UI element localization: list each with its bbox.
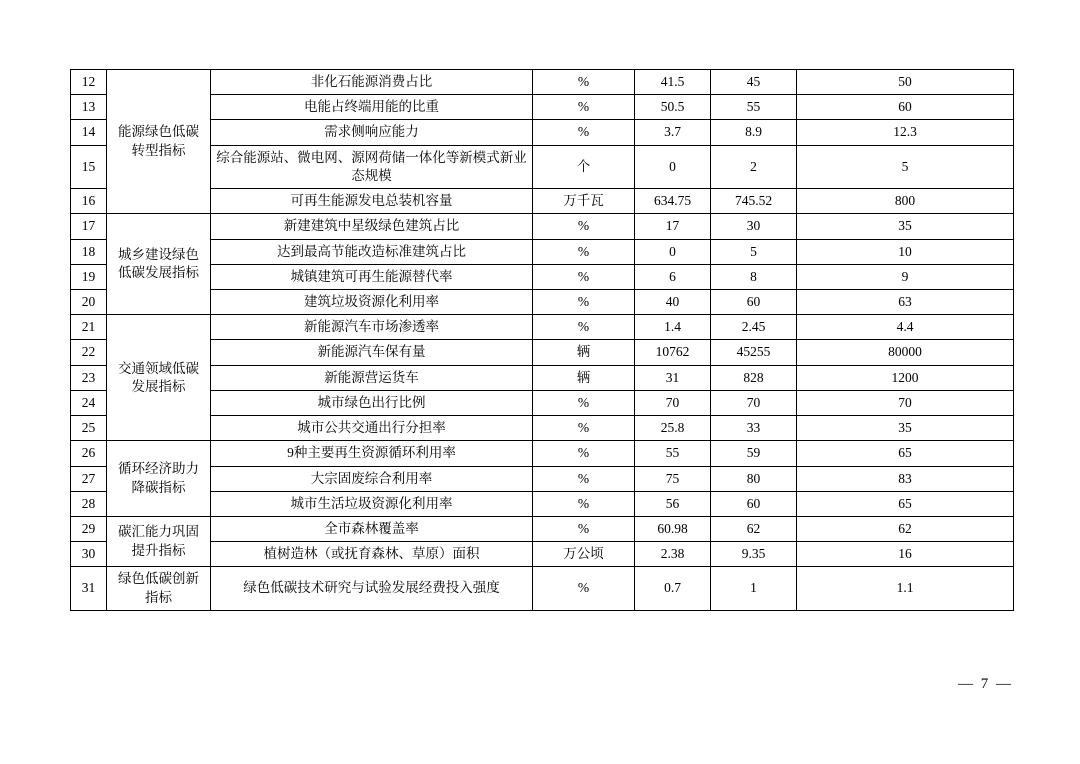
base-value: 10762	[635, 340, 711, 365]
indicator-name: 综合能源站、微电网、源网荷储一体化等新模式新业态规模	[211, 145, 533, 188]
base-value: 25.8	[635, 416, 711, 441]
table-row	[71, 189, 1014, 214]
indicator-unit: %	[533, 289, 635, 314]
table-row	[71, 264, 1014, 289]
row-number: 13	[71, 95, 107, 120]
indicator-unit: %	[533, 315, 635, 340]
mid-value: 2	[711, 145, 797, 188]
indicator-unit: 个	[533, 145, 635, 188]
row-number: 24	[71, 390, 107, 415]
table-row	[71, 567, 1014, 610]
row-number: 31	[71, 567, 107, 610]
indicator-name: 新能源汽车市场渗透率	[211, 315, 533, 340]
base-value: 0	[635, 239, 711, 264]
base-value: 40	[635, 289, 711, 314]
indicator-name: 需求侧响应能力	[211, 120, 533, 145]
mid-value: 70	[711, 390, 797, 415]
indicator-unit: %	[533, 466, 635, 491]
mid-value: 1	[711, 567, 797, 610]
row-number: 12	[71, 70, 107, 95]
indicator-unit: %	[533, 416, 635, 441]
target-value: 12.3	[797, 120, 1014, 145]
row-number: 23	[71, 365, 107, 390]
category-label-line2: 指标	[145, 589, 172, 605]
indicator-name: 非化石能源消费占比	[211, 70, 533, 95]
indicator-unit: 辆	[533, 365, 635, 390]
table-row	[71, 390, 1014, 415]
target-value: 60	[797, 95, 1014, 120]
base-value: 17	[635, 214, 711, 239]
table-row	[71, 239, 1014, 264]
mid-value: 8.9	[711, 120, 797, 145]
target-value: 9	[797, 264, 1014, 289]
indicator-unit: %	[533, 390, 635, 415]
indicator-name: 城镇建筑可再生能源替代率	[211, 264, 533, 289]
indicator-name: 建筑垃圾资源化利用率	[211, 289, 533, 314]
mid-value: 33	[711, 416, 797, 441]
mid-value: 30	[711, 214, 797, 239]
row-number: 20	[71, 289, 107, 314]
row-number: 26	[71, 441, 107, 466]
row-number: 19	[71, 264, 107, 289]
mid-value: 828	[711, 365, 797, 390]
category-label-line2: 降碳指标	[131, 479, 186, 495]
indicator-unit: 万千瓦	[533, 189, 635, 214]
indicators-table-container	[70, 69, 1013, 611]
table-row	[71, 466, 1014, 491]
target-value: 5	[797, 145, 1014, 188]
indicator-unit: 万公顷	[533, 542, 635, 567]
category-cell	[107, 441, 211, 517]
category-label-line1: 绿色低碳创新	[118, 571, 199, 587]
indicator-unit: %	[533, 567, 635, 610]
indicator-unit: %	[533, 441, 635, 466]
table-row	[71, 95, 1014, 120]
target-value: 35	[797, 214, 1014, 239]
mid-value: 2.45	[711, 315, 797, 340]
table-row	[71, 340, 1014, 365]
mid-value: 9.35	[711, 542, 797, 567]
target-value: 63	[797, 289, 1014, 314]
table-row	[71, 491, 1014, 516]
indicator-unit: %	[533, 239, 635, 264]
row-number: 28	[71, 491, 107, 516]
indicators-table	[70, 69, 1014, 611]
target-value: 4.4	[797, 315, 1014, 340]
category-label-line1: 能源绿色低碳	[118, 124, 199, 140]
indicator-unit: %	[533, 120, 635, 145]
base-value: 60.98	[635, 516, 711, 541]
target-value: 62	[797, 516, 1014, 541]
mid-value: 8	[711, 264, 797, 289]
base-value: 50.5	[635, 95, 711, 120]
table-row	[71, 516, 1014, 541]
target-value: 65	[797, 441, 1014, 466]
indicator-unit: %	[533, 516, 635, 541]
category-label-line1: 碳汇能力巩固	[118, 524, 199, 540]
table-row	[71, 542, 1014, 567]
indicator-name: 电能占终端用能的比重	[211, 95, 533, 120]
table-row	[71, 214, 1014, 239]
mid-value: 80	[711, 466, 797, 491]
category-cell	[107, 567, 211, 610]
indicator-unit: %	[533, 264, 635, 289]
base-value: 75	[635, 466, 711, 491]
table-row	[71, 120, 1014, 145]
base-value: 31	[635, 365, 711, 390]
target-value: 1.1	[797, 567, 1014, 610]
mid-value: 62	[711, 516, 797, 541]
target-value: 70	[797, 390, 1014, 415]
row-number: 21	[71, 315, 107, 340]
category-label-line2: 转型指标	[131, 142, 186, 158]
base-value: 56	[635, 491, 711, 516]
mid-value: 55	[711, 95, 797, 120]
indicator-unit: %	[533, 70, 635, 95]
base-value: 6	[635, 264, 711, 289]
row-number: 18	[71, 239, 107, 264]
mid-value: 745.52	[711, 189, 797, 214]
row-number: 29	[71, 516, 107, 541]
target-value: 83	[797, 466, 1014, 491]
base-value: 1.4	[635, 315, 711, 340]
category-label-line2: 发展指标	[131, 378, 186, 394]
category-label-line1: 循环经济助力	[118, 461, 199, 477]
base-value: 2.38	[635, 542, 711, 567]
indicator-unit: %	[533, 214, 635, 239]
row-number: 14	[71, 120, 107, 145]
category-cell	[107, 315, 211, 441]
mid-value: 45255	[711, 340, 797, 365]
indicator-name: 植树造林（或抚育森林、草原）面积	[211, 542, 533, 567]
target-value: 16	[797, 542, 1014, 567]
base-value: 41.5	[635, 70, 711, 95]
mid-value: 60	[711, 289, 797, 314]
base-value: 3.7	[635, 120, 711, 145]
indicator-unit: %	[533, 95, 635, 120]
target-value: 35	[797, 416, 1014, 441]
table-row	[71, 145, 1014, 188]
indicator-name: 城市生活垃圾资源化利用率	[211, 491, 533, 516]
base-value: 55	[635, 441, 711, 466]
table-row	[71, 441, 1014, 466]
category-label-line1: 交通领域低碳	[118, 360, 199, 376]
row-number: 16	[71, 189, 107, 214]
row-number: 27	[71, 466, 107, 491]
category-label-line2: 提升指标	[131, 542, 186, 558]
indicator-name: 大宗固废综合利用率	[211, 466, 533, 491]
target-value: 65	[797, 491, 1014, 516]
target-value: 50	[797, 70, 1014, 95]
row-number: 30	[71, 542, 107, 567]
mid-value: 60	[711, 491, 797, 516]
target-value: 80000	[797, 340, 1014, 365]
table-row	[71, 365, 1014, 390]
base-value: 634.75	[635, 189, 711, 214]
row-number: 22	[71, 340, 107, 365]
category-label-line2: 低碳发展指标	[118, 265, 199, 281]
indicator-unit: %	[533, 491, 635, 516]
base-value: 70	[635, 390, 711, 415]
mid-value: 5	[711, 239, 797, 264]
category-cell	[107, 214, 211, 315]
indicator-name: 城市绿色出行比例	[211, 390, 533, 415]
category-cell	[107, 516, 211, 566]
indicator-name: 新能源营运货车	[211, 365, 533, 390]
base-value: 0.7	[635, 567, 711, 610]
table-row	[71, 315, 1014, 340]
category-label-line1: 城乡建设绿色	[118, 247, 199, 263]
table-row	[71, 416, 1014, 441]
table-row	[71, 70, 1014, 95]
target-value: 800	[797, 189, 1014, 214]
target-value: 1200	[797, 365, 1014, 390]
mid-value: 59	[711, 441, 797, 466]
target-value: 10	[797, 239, 1014, 264]
row-number: 25	[71, 416, 107, 441]
indicator-name: 可再生能源发电总装机容量	[211, 189, 533, 214]
category-cell	[107, 70, 211, 214]
indicator-unit: 辆	[533, 340, 635, 365]
indicator-name: 全市森林覆盖率	[211, 516, 533, 541]
base-value: 0	[635, 145, 711, 188]
indicator-name: 新能源汽车保有量	[211, 340, 533, 365]
table-row	[71, 289, 1014, 314]
row-number: 17	[71, 214, 107, 239]
row-number: 15	[71, 145, 107, 188]
mid-value: 45	[711, 70, 797, 95]
indicator-name: 9种主要再生资源循环利用率	[211, 441, 533, 466]
indicator-name: 绿色低碳技术研究与试验发展经费投入强度	[211, 567, 533, 610]
indicator-name: 达到最高节能改造标准建筑占比	[211, 239, 533, 264]
page-number: — 7 —	[958, 676, 1013, 692]
indicators-table-body	[71, 70, 1014, 611]
indicator-name: 新建建筑中星级绿色建筑占比	[211, 214, 533, 239]
indicator-name: 城市公共交通出行分担率	[211, 416, 533, 441]
